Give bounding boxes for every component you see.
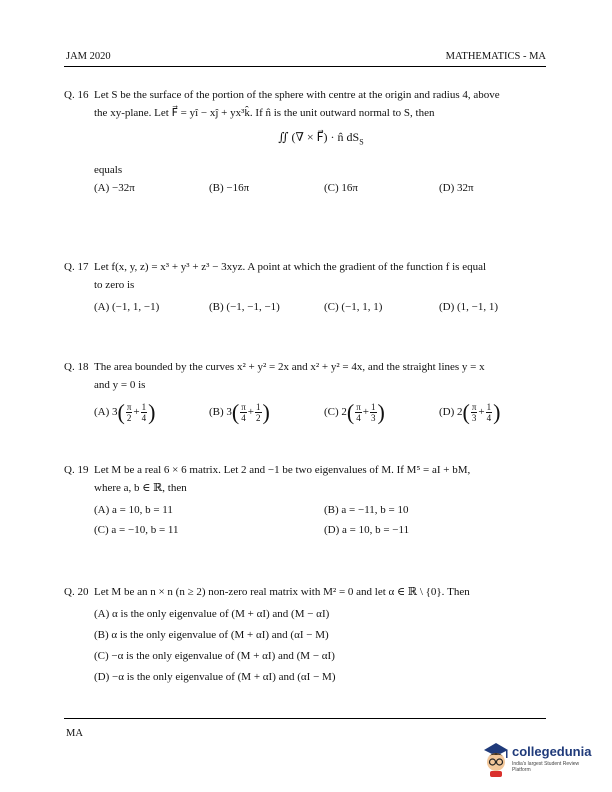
question-number: Q. 18 bbox=[64, 361, 89, 373]
question-text-line: and y = 0 is bbox=[94, 379, 146, 391]
question-text-line: Let M be an n × n (n ≥ 2) non-zero real matrix with M² = 0 and let α ∈ ℝ \ {0}. Then bbox=[94, 586, 470, 598]
option-d: (D) −α is the only eigenvalue of (M + αI) and (αI − M) bbox=[94, 671, 336, 683]
option-c: (C) −α is the only eigenvalue of (M + αI) and (M − αI) bbox=[94, 650, 335, 662]
question-text-line: The area bounded by the curves x² + y² = 2x and x² + y² = 4x, and the straight lines y = x bbox=[94, 361, 485, 373]
option-d: (D) 32π bbox=[439, 182, 474, 195]
option-a: (A) a = 10, b = 11 bbox=[94, 504, 173, 516]
question-number: Q. 20 bbox=[64, 586, 89, 598]
question-18 bbox=[64, 358, 548, 432]
option-b: (B) α is the only eigenvalue of (M + αI) and (αI − M) bbox=[94, 629, 329, 641]
question-20 bbox=[64, 583, 548, 688]
option-d: (D) (1, −1, 1) bbox=[439, 301, 499, 313]
logo-tagline: India's largest Student Review Platform bbox=[512, 761, 580, 773]
options-row bbox=[94, 521, 548, 541]
option-c: (C) 16π bbox=[324, 182, 358, 195]
question-text-line: to zero is bbox=[94, 279, 135, 291]
option-d: (D) a = 10, b = −11 bbox=[324, 524, 410, 536]
option-b: (B) a = −11, b = 10 bbox=[324, 504, 409, 516]
option-b: (B) 3( $\frac{\pi}{4}$ + $\frac{1}{2}$ ) bbox=[209, 399, 270, 425]
option-b: (B) (−1, −1, −1) bbox=[209, 301, 280, 313]
question-number: Q. 19 bbox=[64, 464, 89, 476]
question-text-line: Let f(x, y, z) = x³ + y³ + z³ − 3xyz. A point at which the gradient of the function f is equal bbox=[94, 261, 487, 273]
footer-rule bbox=[64, 718, 546, 719]
surface-integral: ∬ (∇ × F⃗) · n̂ $dS_S$ bbox=[278, 130, 364, 147]
question-19 bbox=[64, 461, 548, 541]
option-c: (C) (−1, 1, 1) bbox=[324, 301, 383, 313]
question-16 bbox=[64, 86, 548, 199]
exam-title: JAM 2020 bbox=[66, 51, 111, 62]
option-c: (C) 2( $\frac{\pi}{4}$ + $\frac{1}{3}$ ) bbox=[324, 399, 385, 425]
option-a: (A) −32π bbox=[94, 182, 135, 195]
header-rule bbox=[64, 66, 546, 67]
question-text-line: Let S be the surface of the portion of the sphere with centre at the origin and radius 4, above bbox=[94, 89, 500, 101]
options-row bbox=[94, 179, 548, 199]
equals-text: equals bbox=[94, 164, 123, 177]
mascot-icon bbox=[480, 738, 512, 778]
options-row bbox=[94, 396, 548, 432]
question-number: Q. 17 bbox=[64, 261, 89, 273]
question-number: Q. 16 bbox=[64, 89, 89, 101]
question-text-line: the xy-plane. Let F⃗ = yî − xĵ + yx³k̂. If n̂ is the unit outward normal to S, then bbox=[94, 107, 435, 119]
option-a: (A) 3( $\frac{\pi}{2}$ + $\frac{1}{4}$ ) bbox=[94, 399, 156, 425]
option-b: (B) −16π bbox=[209, 182, 250, 195]
collegedunia-logo bbox=[480, 738, 596, 778]
subject-title: MATHEMATICS - MA bbox=[445, 51, 546, 62]
logo-wordmark: collegedunia bbox=[512, 744, 592, 759]
option-a: (A) α is the only eigenvalue of (M + αI) and (M − αI) bbox=[94, 608, 330, 620]
option-a: (A) (−1, 1, −1) bbox=[94, 301, 160, 313]
options-row bbox=[94, 501, 548, 521]
question-text-line: Let M be a real 6 × 6 matrix. Let 2 and −1 be two eigenvalues of M. If M⁵ = aI + bM, bbox=[94, 464, 471, 476]
question-17 bbox=[64, 258, 548, 318]
question-text-line: where a, b ∈ ℝ, then bbox=[94, 482, 187, 494]
option-c: (C) a = −10, b = 11 bbox=[94, 524, 179, 536]
footer-subject-code: MA bbox=[66, 728, 83, 739]
option-d: (D) 2( $\frac{\pi}{3}$ + $\frac{1}{4}$ ) bbox=[439, 399, 501, 425]
options-row bbox=[94, 298, 548, 318]
